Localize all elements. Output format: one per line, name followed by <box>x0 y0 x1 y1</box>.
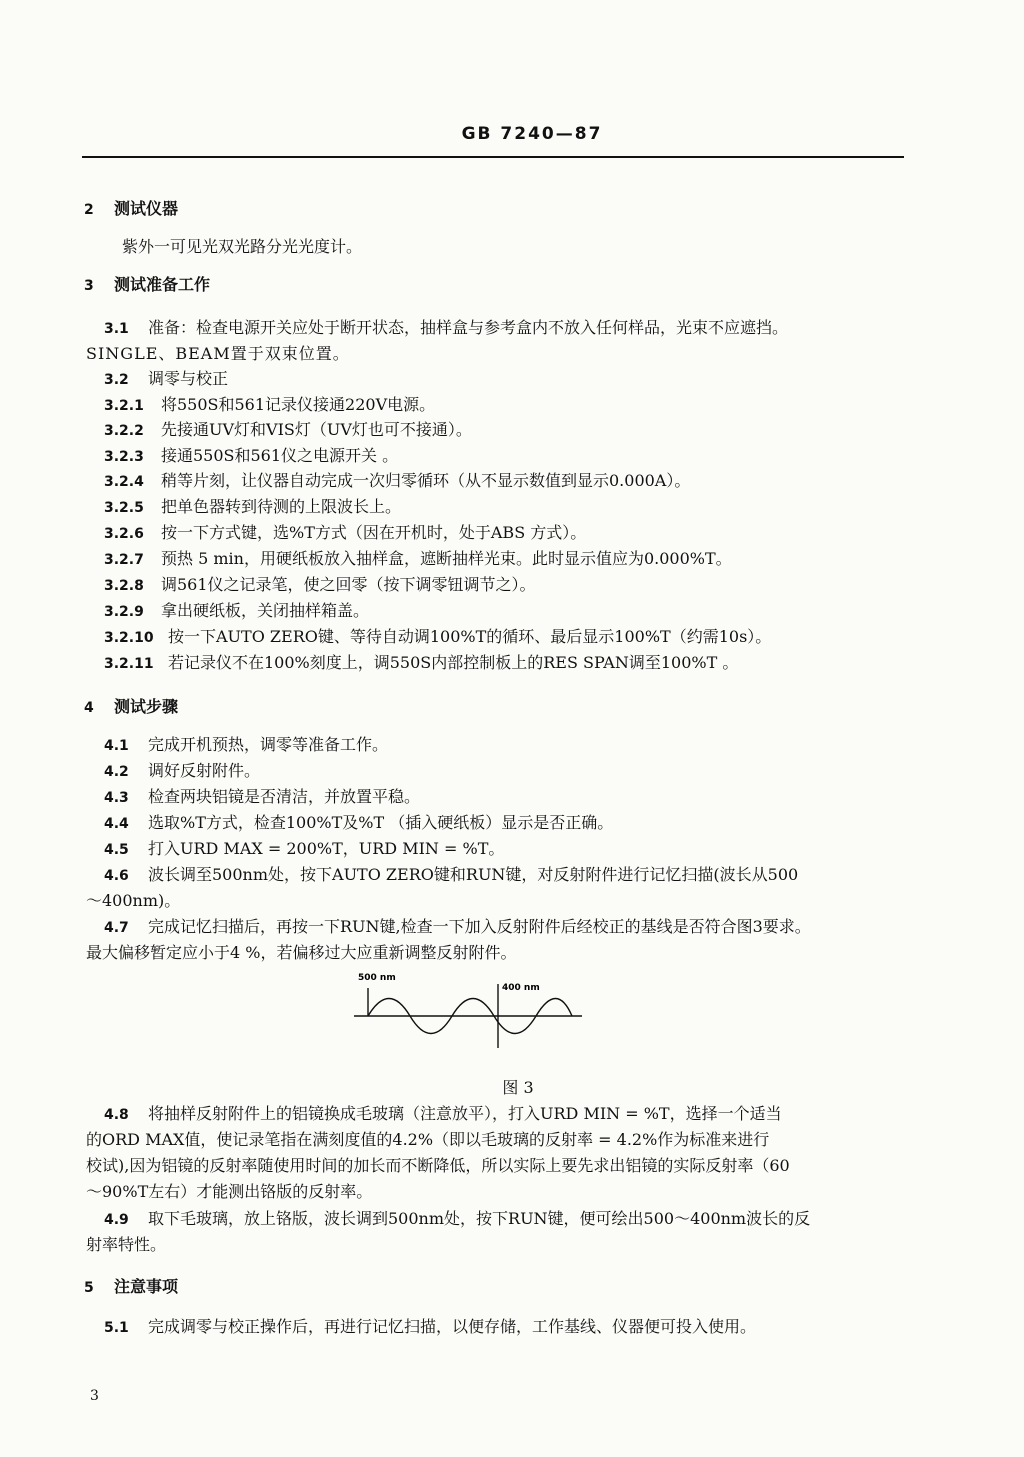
para-number: 3.2.5 <box>104 500 144 516</box>
para-number: 3.2.9 <box>104 604 144 620</box>
para-4-7-line2: 最大偏移暂定应小于4 %，若偏移过大应重新调整反射附件。 <box>86 943 517 962</box>
para-number: 4.1 <box>104 738 129 754</box>
para-number: 3.2.2 <box>104 423 144 439</box>
para-number: 3.2.10 <box>104 630 154 646</box>
section-number: 5 <box>84 1280 94 1296</box>
section-title: 测试仪器 <box>114 199 179 218</box>
para-number: 3.1 <box>104 321 129 337</box>
figure-label-500nm: 500 nm <box>358 973 396 983</box>
para-text: 稍等片刻，让仪器自动完成一次归零循环（从不显示数值到显示0.000A）。 <box>161 471 691 490</box>
para-4-8 <box>104 1103 782 1126</box>
para-3-2-3 <box>104 445 398 468</box>
para-text: 完成记忆扫描后，再按一下RUN键,检查一下加入反射附件后经校正的基线是否符合图3要求。 <box>148 917 811 936</box>
para-3-2-5 <box>104 496 401 519</box>
para-4-6 <box>104 864 798 887</box>
para-number: 3.2 <box>104 372 129 388</box>
para-4-5 <box>104 838 504 861</box>
para-text: 若记录仪不在100%刻度上，调550S内部控制板上的RES SPAN调至100%T 。 <box>168 653 739 672</box>
section-5-heading <box>84 1276 178 1299</box>
section-title: 测试步骤 <box>114 697 179 716</box>
para-text: 选取%T方式，检查100%T及%T （插入硬纸板）显示是否正确。 <box>148 813 614 832</box>
section-4-heading <box>84 696 178 719</box>
para-3-1-line2: SINGLE、BEAM置于双束位置。 <box>86 344 350 363</box>
para-3-1 <box>104 317 788 340</box>
para-text: 打入URD MAX = 200%T，URD MIN = %T。 <box>148 839 505 858</box>
para-number: 3.2.1 <box>104 398 144 414</box>
para-4-1 <box>104 734 388 757</box>
para-text: 完成调零与校正操作后，再进行记忆扫描，以便存储，工作基线、仪器便可投入使用。 <box>148 1317 757 1336</box>
para-4-4 <box>104 812 613 835</box>
section-number: 3 <box>84 278 94 294</box>
para-number: 3.2.3 <box>104 449 144 465</box>
para-3-2-9 <box>104 600 369 623</box>
figure-3-baseline-diagram <box>352 966 584 1058</box>
para-4-9-line2: 射率特性。 <box>86 1235 167 1254</box>
section-2-heading <box>84 198 178 221</box>
para-4-8-line3: 校试),因为铝镜的反射率随使用时间的加长而不断降低，所以实际上要先求出铝镜的实际反射率（60 <box>86 1156 790 1175</box>
para-4-8-line4: ～90%T左右）才能测出铬版的反射率。 <box>86 1182 373 1201</box>
para-number: 4.6 <box>104 868 129 884</box>
document-header: GB 7240—87 <box>461 124 603 144</box>
para-text: 预热 5 min，用硬纸板放入抽样盒，遮断抽样光束。此时显示值应为0.000%T。 <box>161 549 732 568</box>
para-3-2-8 <box>104 574 536 597</box>
para-number: 4.8 <box>104 1107 129 1123</box>
para-number: 4.5 <box>104 842 129 858</box>
para-4-8-line2: 的ORD MAX值，使记录笔指在满刻度值的4.2%（即以毛玻璃的反射率 = 4.2%作为标准来进行 <box>86 1130 770 1149</box>
section-number: 2 <box>84 202 94 218</box>
para-number: 4.7 <box>104 920 129 936</box>
para-4-3 <box>104 786 420 809</box>
para-number: 5.1 <box>104 1320 129 1336</box>
para-text: 波长调至500nm处，按下AUTO ZERO键和RUN键，对反射附件进行记忆扫描(波长从500 <box>148 865 799 884</box>
section-3-heading <box>84 274 210 297</box>
para-text: 完成开机预热，调零等准备工作。 <box>148 735 389 754</box>
para-text: 拿出硬纸板，关闭抽样箱盖。 <box>161 601 370 620</box>
para-3-2-7 <box>104 548 732 571</box>
para-3-2-6 <box>104 522 586 545</box>
para-number: 4.3 <box>104 790 129 806</box>
para-number: 4.9 <box>104 1212 129 1228</box>
para-3-2-11 <box>104 652 738 675</box>
section-title: 测试准备工作 <box>114 275 211 294</box>
para-text: 接通550S和561仪之电源开关 。 <box>161 446 399 465</box>
para-text: 将抽样反射附件上的铝镜换成毛玻璃（注意放平），打入URD MIN = %T，选择一个适当 <box>148 1104 782 1123</box>
para-3-2-4 <box>104 470 690 493</box>
header-rule <box>82 156 904 158</box>
para-text: 按一下方式键，选%T方式（因在开机时，处于ABS 方式）。 <box>161 523 587 542</box>
para-number: 4.4 <box>104 816 129 832</box>
page-number: 3 <box>90 1388 99 1404</box>
para-number: 3.2.7 <box>104 552 144 568</box>
para-text: 准备：检查电源开关应处于断开状态，抽样盒与参考盒内不放入任何样品，光束不应遮挡。 <box>148 318 789 337</box>
para-text: 调好反射附件。 <box>148 761 261 780</box>
para-text: 检查两块铝镜是否清洁，并放置平稳。 <box>148 787 421 806</box>
para-3-2-2 <box>104 419 472 442</box>
para-4-9 <box>104 1208 810 1231</box>
para-4-7 <box>104 916 811 939</box>
para-number: 3.2.8 <box>104 578 144 594</box>
para-number: 3.2.6 <box>104 526 144 542</box>
para-text: 先接通UV灯和VIS灯（UV灯也可不接通）。 <box>161 420 472 439</box>
para-3-2 <box>104 368 228 391</box>
figure-label-400nm: 400 nm <box>502 983 540 993</box>
section-title: 注意事项 <box>114 1277 179 1296</box>
para-text: 按一下AUTO ZERO键、等待自动调100%T的循环、最后显示100%T（约需10s）。 <box>168 627 772 646</box>
para-4-2 <box>104 760 260 783</box>
figure-caption: 图 3 <box>502 1078 534 1097</box>
para-text: 取下毛玻璃，放上铬版，波长调到500nm处，按下RUN键，便可绘出500～400nm波长的反 <box>148 1209 811 1228</box>
para-text: 调561仪之记录笔，使之回零（按下调零钮调节之）。 <box>161 575 536 594</box>
para-text: 调零与校正 <box>148 369 229 388</box>
para-text: 将550S和561记录仪接通220V电源。 <box>161 395 436 414</box>
para-5-1 <box>104 1316 756 1339</box>
para-4-6-line2: ～400nm)。 <box>86 891 181 910</box>
para-3-2-1 <box>104 394 435 417</box>
para-number: 3.2.4 <box>104 474 144 490</box>
para-number: 3.2.11 <box>104 656 154 672</box>
para-text: 把单色器转到待测的上限波长上。 <box>161 497 402 516</box>
section-number: 4 <box>84 700 94 716</box>
para-3-2-10 <box>104 626 771 649</box>
para-number: 4.2 <box>104 764 129 780</box>
section-2-body: 紫外一可见光双光路分光光度计。 <box>122 237 363 256</box>
